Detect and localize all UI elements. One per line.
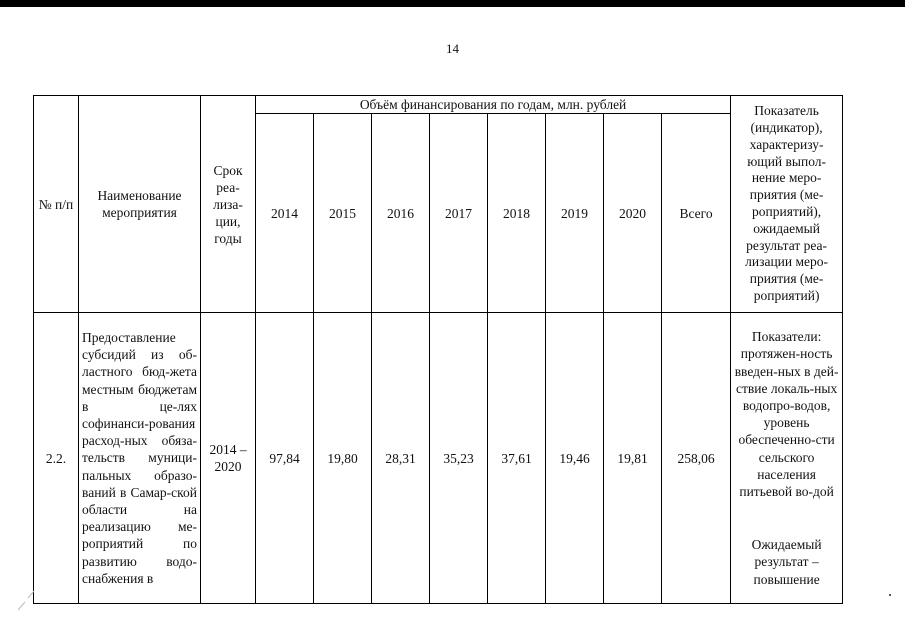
top-edge-bar (0, 0, 905, 7)
row-value: 37,61 (488, 313, 546, 604)
header-year: 2018 (488, 114, 546, 313)
scan-dot-mark (889, 594, 891, 596)
header-funding: Объём финансирования по годам, млн. рублей (256, 96, 731, 114)
header-year: 2020 (604, 114, 662, 313)
row-name: Предоставление субсидий из об-ластного бюд-жета местным бюджетам в це-лях софинанси-рования расход-ных обяза-тельств муници-пальных образо-ваний в Самар-ской области на реализацию ме-роприятий по развитию водо-снабжения в (79, 313, 201, 604)
scan-speck-mark (16, 588, 38, 612)
row-value: 35,23 (430, 313, 488, 604)
row-indicator-text: Показатели: протяжен-ность введен-ных в дей-ствие локаль-ных водопро-водов, уровень обеспеченно-сти сельского населения питьевой во-дой (734, 329, 839, 499)
header-year: 2019 (546, 114, 604, 313)
header-total: Всего (662, 114, 731, 313)
row-value: 19,46 (546, 313, 604, 604)
row-value: 28,31 (372, 313, 430, 604)
table-row (34, 313, 843, 604)
header-year: 2015 (314, 114, 372, 313)
row-value: 19,81 (604, 313, 662, 604)
page-number: 14 (446, 41, 459, 56)
header-number: № п/п (34, 96, 79, 313)
header-name: Наименование мероприятия (79, 96, 201, 313)
header-year: 2017 (430, 114, 488, 313)
row-result-text: Ожидаемый результат – повышение (751, 537, 822, 587)
row-number: 2.2. (34, 313, 79, 604)
header-year: 2014 (256, 114, 314, 313)
row-term: 2014 – 2020 (201, 313, 256, 604)
row-value: 97,84 (256, 313, 314, 604)
row-indicator (731, 313, 843, 604)
indicator-spacer (734, 500, 839, 536)
header-term: Срок реа-лиза-ции, годы (201, 96, 256, 313)
row-value: 19,80 (314, 313, 372, 604)
funding-table (33, 95, 843, 604)
header-indicator: Показатель (индикатор), характеризу-ющий выпол-нение меро-приятия (ме-роприятий), ожидаемый результат реа-лизации меро-приятия (ме-роприятий) (731, 96, 843, 313)
header-year: 2016 (372, 114, 430, 313)
row-total: 258,06 (662, 313, 731, 604)
